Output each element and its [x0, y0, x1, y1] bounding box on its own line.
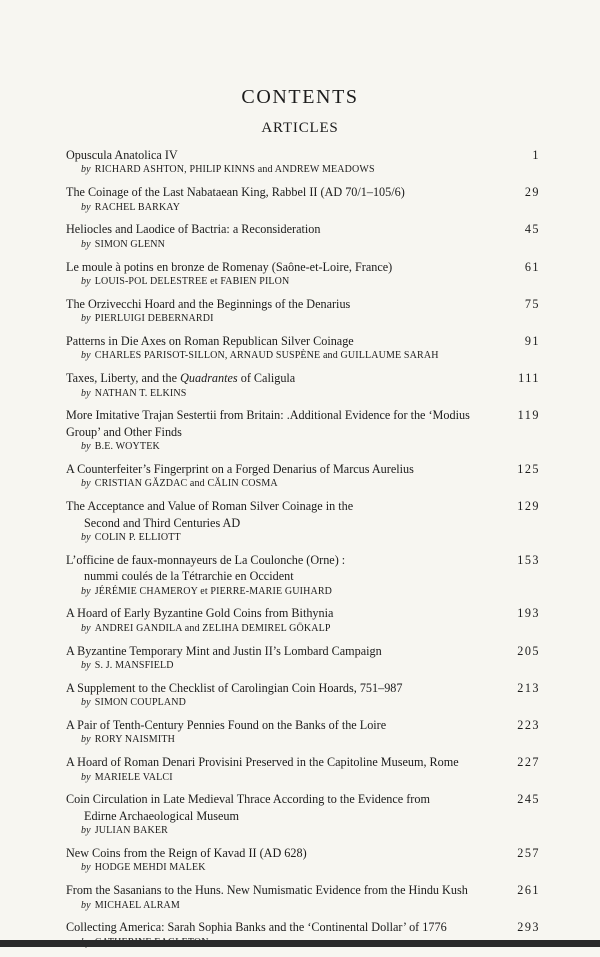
article-title-text: Patterns in Die Axes on Roman Republican Silver Coinage [66, 334, 354, 349]
toc-entry [66, 882, 540, 911]
by-label: by [81, 532, 91, 544]
article-author [66, 899, 540, 912]
article-title-text: A Pair of Tenth-Century Pennies Found on the Banks of the Loire [66, 718, 387, 733]
article-title-text: A Hoard of Roman Denari Provisini Preserved in the Capitoline Museum, Rome [66, 755, 459, 770]
page-number: 193 [517, 606, 540, 621]
by-label: by [81, 622, 91, 634]
article-title [66, 221, 540, 237]
article-title-text: A Supplement to the Checklist of Carolingian Coin Hoards, 751–987 [66, 680, 403, 695]
article-author [66, 733, 540, 746]
article-author [66, 824, 540, 837]
page-number: 205 [517, 643, 540, 658]
article-title-text: Le moule à potins en bronze de Romenay (Saône-et-Loire, France) [66, 259, 393, 274]
article-author [66, 531, 540, 544]
article-title [66, 498, 540, 531]
by-label: by [81, 441, 91, 453]
by-label: by [81, 238, 91, 250]
article-title [66, 333, 540, 349]
article-title-continuation: nummi coulés de la Tétrarchie en Occident [84, 569, 294, 584]
by-label: by [81, 478, 91, 490]
by-label: by [81, 734, 91, 746]
page-number: 75 [524, 296, 540, 311]
article-author [66, 238, 540, 251]
article-title-text: The Acceptance and Value of Roman Silver Coinage in the [66, 499, 354, 514]
author-names: HODGE MEHDI MALEK [94, 862, 206, 874]
by-label: by [81, 387, 91, 399]
toc-entry [66, 370, 540, 399]
author-names: CHARLES PARISOT-SILLON, ARNAUD SUSPÈNE and GUILLAUME SARAH [94, 350, 439, 362]
author-names: CRISTIAN GĂZDAC and CĂLIN COSMA [94, 478, 278, 490]
page-number: 119 [517, 408, 540, 423]
author-names: S. J. MANSFIELD [94, 660, 174, 672]
author-names: COLIN P. ELLIOTT [94, 532, 181, 544]
page-number: 45 [524, 222, 540, 237]
author-names: B.E. WOYTEK [94, 441, 160, 453]
article-title-italic: Quadrantes [180, 371, 238, 386]
author-names: SIMON COUPLAND [94, 697, 187, 709]
author-names: ANDREI GANDILA and ZELIHA DEMIREL GÖKALP [94, 622, 331, 634]
article-title-text: A Byzantine Temporary Mint and Justin II’s Lombard Campaign [66, 643, 382, 658]
table-of-contents [66, 147, 540, 957]
toc-entry [66, 754, 540, 783]
article-title [66, 461, 540, 477]
page-number: 153 [517, 552, 540, 567]
article-title [66, 845, 540, 861]
article-title-text: Heliocles and Laodice of Bactria: a Reconsideration [66, 222, 321, 237]
author-names: LOUIS-POL DELESTREE et FABIEN PILON [94, 276, 290, 288]
toc-entry [66, 717, 540, 746]
page-number: 261 [517, 883, 540, 898]
article-title-text: of Caligula [237, 371, 296, 386]
article-title [66, 605, 540, 621]
article-title [66, 147, 540, 163]
toc-entry [66, 147, 540, 176]
article-title-text: New Coins from the Reign of Kavad II (AD 628) [66, 846, 307, 861]
article-author [66, 163, 540, 176]
by-label: by [81, 585, 91, 597]
by-label: by [81, 276, 91, 288]
article-author [66, 659, 540, 672]
article-author [66, 201, 540, 214]
article-title-text: Opuscula Anatolica IV [66, 148, 178, 162]
author-names: RICHARD ASHTON, PHILIP KINNS and ANDREW MEADOWS [94, 164, 375, 176]
page-number: 61 [524, 259, 540, 274]
article-title [66, 717, 540, 733]
by-label: by [81, 660, 91, 672]
page-number: 111 [518, 371, 540, 386]
toc-entry [66, 296, 540, 325]
article-author [66, 349, 540, 362]
article-author [66, 771, 540, 784]
article-title-continuation: Second and Third Centuries AD [84, 515, 241, 530]
author-names: PIERLUIGI DEBERNARDI [94, 313, 214, 325]
article-title-text: The Coinage of the Last Nabataean King, Rabbel II (AD 70/1–105/6) [66, 185, 405, 200]
toc-entry [66, 259, 540, 288]
section-title: ARTICLES [261, 120, 339, 136]
page-number: 245 [517, 792, 540, 807]
by-label: by [81, 899, 91, 911]
page-number: 91 [524, 334, 540, 349]
article-author [66, 622, 540, 635]
toc-entry [66, 552, 540, 598]
article-title-text: From the Sasanians to the Huns. New Numismatic Evidence from the Hindu Kush [66, 883, 468, 898]
page-number: 223 [517, 718, 540, 733]
toc-entry [66, 845, 540, 874]
toc-entry [66, 498, 540, 544]
article-author [66, 861, 540, 874]
toc-entry [66, 333, 540, 362]
author-names: MARIELE VALCI [94, 771, 173, 783]
by-label: by [81, 697, 91, 709]
toc-entry [66, 184, 540, 213]
article-title-text: More Imitative Trajan Sestertii from Britain: .Additional Evidence for the ‘Modius [66, 408, 470, 423]
author-names: SIMON GLENN [94, 238, 166, 250]
page-number: 213 [517, 680, 540, 695]
toc-entry [66, 643, 540, 672]
article-title-text: The Orzivecchi Hoard and the Beginnings of the Denarius [66, 296, 351, 311]
by-label: by [81, 164, 91, 176]
by-label: by [81, 201, 91, 213]
article-title [66, 184, 540, 200]
article-title [66, 882, 540, 898]
article-title [66, 259, 540, 275]
article-title [66, 643, 540, 659]
page-title: CONTENTS [241, 86, 359, 108]
by-label: by [81, 313, 91, 325]
by-label: by [81, 771, 91, 783]
author-names: JÉRÉMIE CHAMEROY et PIERRE-MARIE GUIHARD [94, 585, 333, 597]
article-title [66, 754, 540, 770]
page-number: 29 [524, 185, 540, 200]
page-number: 257 [517, 846, 540, 861]
article-title-text: L’officine de faux-monnayeurs de La Coulonche (Orne) : [66, 552, 346, 567]
author-names: RORY NAISMITH [94, 734, 175, 746]
toc-entry [66, 680, 540, 709]
article-title-text: Taxes, Liberty, and the [66, 371, 181, 386]
page-number: 129 [517, 499, 540, 514]
article-title [66, 680, 540, 696]
article-author [66, 275, 540, 288]
article-title [66, 296, 540, 312]
article-title-continuation: Edirne Archaeological Museum [84, 808, 240, 823]
by-label: by [81, 862, 91, 874]
article-author [66, 440, 540, 453]
article-title-text: Coin Circulation in Late Medieval Thrace According to the Evidence from [66, 792, 430, 807]
by-label: by [81, 825, 91, 837]
article-title [66, 919, 540, 935]
article-author [66, 387, 540, 400]
page-number: 1 [532, 148, 540, 162]
by-label: by [81, 350, 91, 362]
article-author [66, 585, 540, 598]
toc-entry [66, 407, 540, 453]
page-number: 125 [517, 462, 540, 477]
toc-entry [66, 791, 540, 837]
article-title [66, 407, 540, 440]
article-title-text: A Hoard of Early Byzantine Gold Coins from Bithynia [66, 606, 334, 621]
page-number: 227 [517, 755, 540, 770]
page-number: 293 [517, 920, 540, 935]
article-title-text: Collecting America: Sarah Sophia Banks and the ‘Continental Dollar’ of 1776 [66, 920, 447, 935]
author-names: JULIAN BAKER [94, 825, 168, 837]
article-title [66, 370, 540, 386]
author-names: NATHAN T. ELKINS [94, 387, 187, 399]
article-author [66, 477, 540, 490]
article-title [66, 552, 540, 585]
toc-entry [66, 461, 540, 490]
article-title-continuation: Group’ and Other Finds [66, 424, 182, 439]
article-author [66, 696, 540, 709]
toc-entry [66, 605, 540, 634]
article-title-text: A Counterfeiter’s Fingerprint on a Forged Denarius of Marcus Aurelius [66, 462, 414, 477]
article-author [66, 312, 540, 325]
author-names: RACHEL BARKAY [94, 201, 181, 213]
author-names: MICHAEL ALRAM [94, 899, 180, 911]
toc-entry [66, 221, 540, 250]
article-title [66, 791, 540, 824]
page-bottom-edge [0, 940, 600, 947]
